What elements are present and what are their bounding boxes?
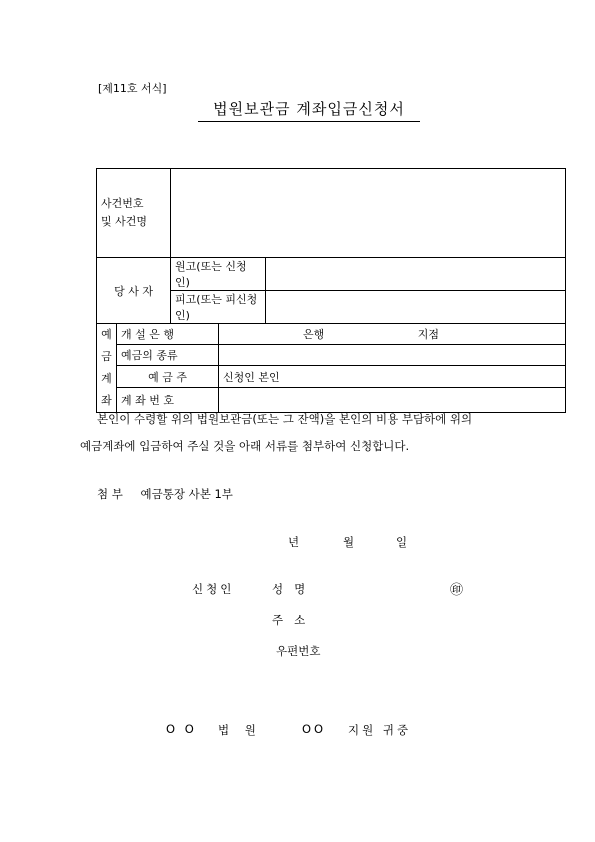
account-number-label: 계 좌 번 호 xyxy=(117,387,219,412)
party-label: 당 사 자 xyxy=(97,258,171,324)
bank-row xyxy=(97,324,566,345)
deposit-account-label: 예 금 계 좌 xyxy=(97,324,117,413)
attachment-label: 첨 부 xyxy=(97,487,123,501)
court-label: 법 원 xyxy=(218,723,262,737)
body-line-1: 본인이 수령할 위의 법원보관금(또는 그 잔액)을 본인의 비용 부담하에 위의 xyxy=(97,412,473,426)
plaintiff-label: 원고(또는 신청인) xyxy=(171,258,266,291)
attachment xyxy=(97,486,233,502)
defendant-label: 피고(또는 피신청인) xyxy=(171,291,266,324)
date-day: 일 xyxy=(396,535,408,549)
holder-label: 예 금 주 xyxy=(117,366,219,387)
date-year: 년 xyxy=(288,535,300,549)
account-type-label: 예금의 종류 xyxy=(117,345,219,366)
seal-mark: ㊞ xyxy=(450,583,464,598)
address-label: 주 소 xyxy=(272,613,306,627)
bank-value-cell[interactable] xyxy=(219,324,566,345)
holder-row xyxy=(97,366,566,387)
branch-suffix: 지점 xyxy=(417,328,440,342)
court-blank: O O xyxy=(166,722,197,736)
page-title: 법원보관금 계좌입금신청서 xyxy=(198,98,420,122)
name-label: 성 명 xyxy=(272,582,306,596)
case-row xyxy=(97,169,566,258)
account-number-value-cell[interactable] xyxy=(219,387,566,412)
form-number: [제11호 서식] xyxy=(98,82,167,95)
case-value-cell[interactable] xyxy=(171,169,566,258)
holder-value-cell[interactable]: 신청인 본인 xyxy=(219,366,566,387)
branch-blank: OO xyxy=(302,722,327,736)
deposit-form-table xyxy=(96,168,566,413)
branch-label: 지원 귀중 xyxy=(348,723,412,737)
case-label: 사건번호 및 사건명 xyxy=(97,169,171,258)
account-type-value-cell[interactable] xyxy=(219,345,566,366)
account-type-row xyxy=(97,345,566,366)
account-number-row xyxy=(97,387,566,412)
date-month: 월 xyxy=(343,535,355,549)
postal-code-label: 우편번호 xyxy=(276,644,321,658)
applicant-label: 신청인 xyxy=(192,582,235,596)
attachment-value: 예금통장 사본 1부 xyxy=(140,487,233,501)
body-line-2: 예금계좌에 입금하여 주실 것을 아래 서류를 첨부하여 신청합니다. xyxy=(80,439,410,453)
defendant-value-cell[interactable] xyxy=(266,291,566,324)
plaintiff-row xyxy=(97,258,566,291)
bank-label: 개 설 은 행 xyxy=(117,324,219,345)
plaintiff-value-cell[interactable] xyxy=(266,258,566,291)
bank-suffix: 은행 xyxy=(303,328,325,342)
